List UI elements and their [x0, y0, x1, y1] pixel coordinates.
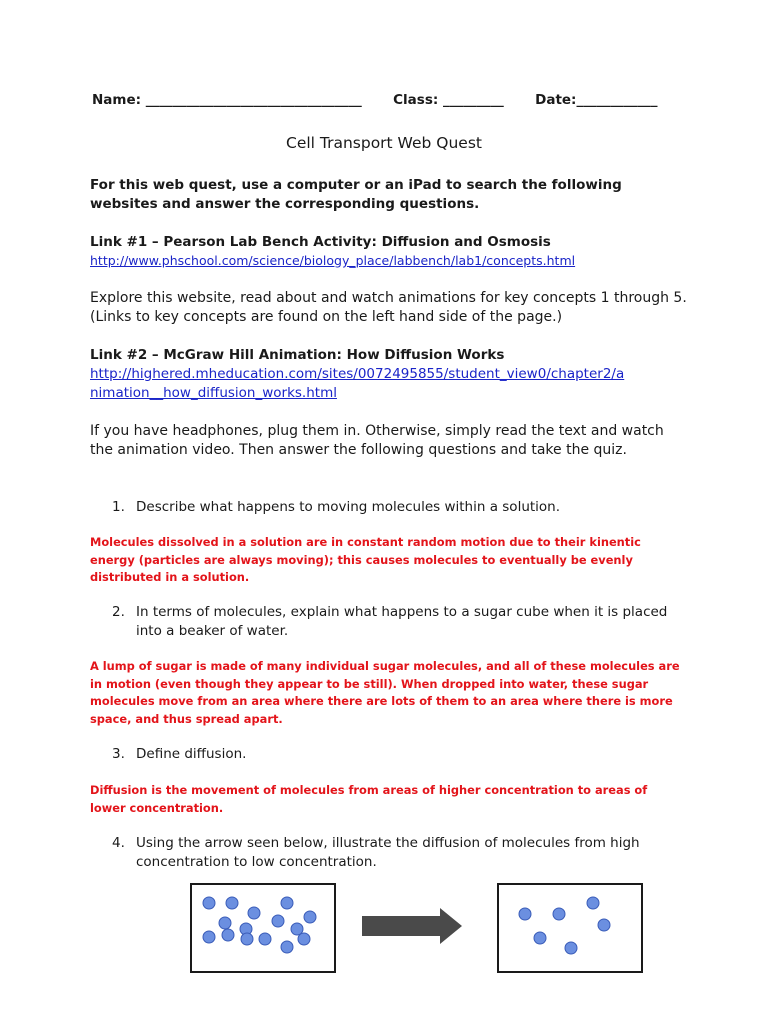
link2-url-line2[interactable]: nimation__how_diffusion_works.html: [90, 385, 337, 401]
molecule-dot: [272, 915, 284, 927]
link1-heading: Link #1 – Pearson Lab Bench Activity: Diffusion and Osmosis: [90, 234, 551, 250]
answer-2: A lump of sugar is made of many individual sugar molecules, and all of these molecules are in motion (even though they appear to be still). When dropped into water, these sugar molecules move from an area where there are lots of them to an area where there is more space, and thus spread apart.: [90, 659, 680, 726]
question-text: Define diffusion.: [136, 746, 247, 762]
question-text: In terms of molecules, explain what happens to a sugar cube when it is placed into a beaker of water.: [136, 604, 668, 639]
intro-text: For this web quest, use a computer or an iPad to search the following websites and answer the corresponding questions.: [90, 177, 622, 212]
link2-instructions: If you have headphones, plug them in. Otherwise, simply read the text and watch the animation video. Then answer the following questions and take the quiz.: [90, 423, 664, 458]
question-number: 1.: [112, 499, 125, 515]
molecule-dot: [304, 911, 316, 923]
molecule-dot: [598, 919, 610, 931]
box-border: [191, 884, 335, 972]
link1-url[interactable]: http://www.phschool.com/science/biology_place/labbench/lab1/concepts.html: [90, 253, 576, 268]
molecule-dot: [565, 942, 577, 954]
molecule-dot: [519, 908, 531, 920]
question-text: Using the arrow seen below, illustrate the diffusion of molecules from high concentration to low concentration.: [136, 835, 640, 870]
molecule-dot: [298, 933, 310, 945]
link1-instructions: Explore this website, read about and watch animations for key concepts 1 through 5. (Links to key concepts are found on the left hand side of the page.): [90, 290, 687, 325]
molecule-dot: [226, 897, 238, 909]
molecule-dot: [203, 897, 215, 909]
arrow-shape: [362, 908, 462, 944]
molecule-dot: [222, 929, 234, 941]
high-concentration-box: [190, 883, 336, 973]
molecule-dot: [281, 941, 293, 953]
link2-heading: Link #2 – McGraw Hill Animation: How Diffusion Works: [90, 347, 505, 363]
box-border: [498, 884, 642, 972]
diffusion-arrow-icon: [360, 906, 464, 946]
page-title: Cell Transport Web Quest: [286, 134, 482, 152]
link2-url-line1[interactable]: http://highered.mheducation.com/sites/0072495855/student_view0/chapter2/a: [90, 366, 625, 382]
molecule-dot: [203, 931, 215, 943]
header-row: [92, 92, 657, 108]
molecule-dot: [534, 932, 546, 944]
question-number: 4.: [112, 835, 125, 851]
answer-3: Diffusion is the movement of molecules from areas of higher concentration to areas of lower concentration.: [90, 783, 648, 815]
date-field-label: Date:____________: [535, 92, 658, 108]
molecule-dot: [219, 917, 231, 929]
name-field-label: Name: ________________________________: [92, 92, 362, 108]
answer-1: Molecules dissolved in a solution are in constant random motion due to their kinentic energy (particles are always moving); this causes molecules to eventually be evenly distributed in a solution.: [90, 535, 641, 584]
low-concentration-box: [497, 883, 643, 973]
class-field-label: Class: _________: [393, 92, 504, 108]
question-number: 2.: [112, 604, 125, 620]
molecule-dot: [241, 933, 253, 945]
question-text: Describe what happens to moving molecules within a solution.: [136, 499, 561, 515]
question-number: 3.: [112, 746, 125, 762]
molecule-dot: [553, 908, 565, 920]
molecule-dot: [259, 933, 271, 945]
link2-url[interactable]: [90, 365, 690, 403]
molecule-dot: [248, 907, 260, 919]
molecule-dot: [587, 897, 599, 909]
molecule-dot: [281, 897, 293, 909]
